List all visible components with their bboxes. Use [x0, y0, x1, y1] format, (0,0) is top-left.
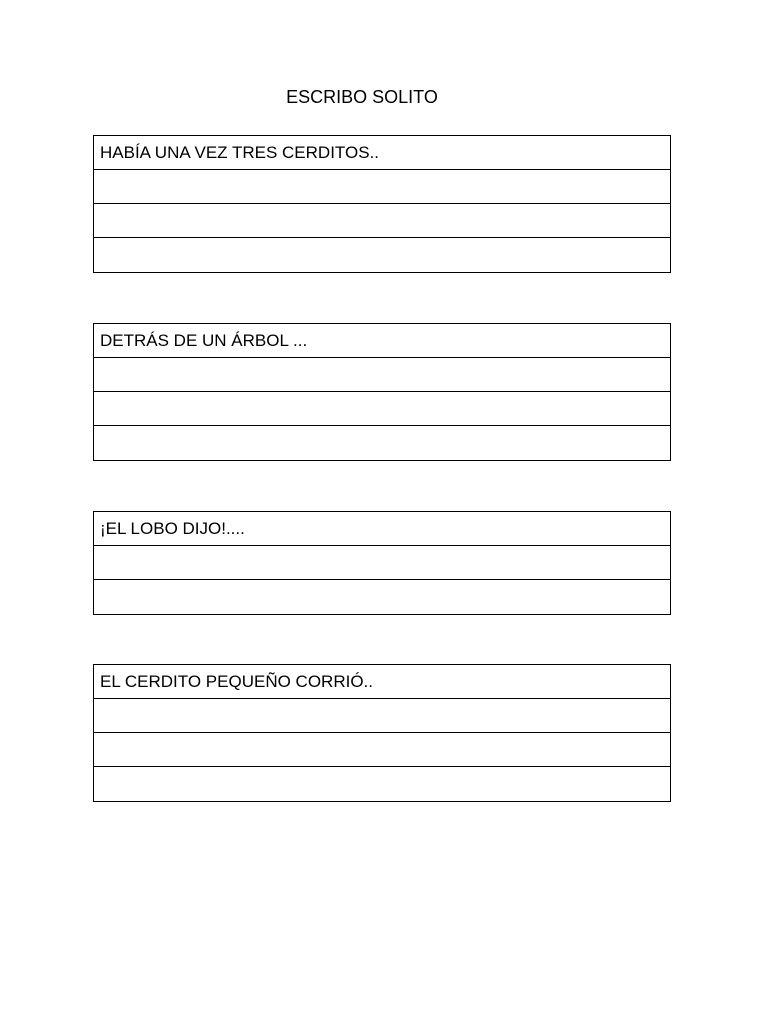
writing-line[interactable]	[94, 238, 670, 272]
writing-prompt: HABÍA UNA VEZ TRES CERDITOS..	[94, 136, 670, 170]
writing-box-1	[93, 135, 671, 273]
writing-prompt: EL CERDITO PEQUEÑO CORRIÓ..	[94, 665, 670, 699]
writing-prompt: DETRÁS DE UN ÁRBOL ...	[94, 324, 670, 358]
writing-line[interactable]	[94, 580, 670, 614]
writing-line[interactable]	[94, 426, 670, 460]
writing-line[interactable]	[94, 204, 670, 238]
writing-box-2	[93, 323, 671, 461]
writing-line[interactable]	[94, 392, 670, 426]
writing-box-4	[93, 664, 671, 802]
writing-line[interactable]	[94, 699, 670, 733]
writing-line[interactable]	[94, 546, 670, 580]
writing-line[interactable]	[94, 767, 670, 801]
page-title: ESCRIBO SOLITO	[286, 87, 438, 107]
writing-box-3	[93, 511, 671, 615]
writing-line[interactable]	[94, 170, 670, 204]
writing-prompt: ¡EL LOBO DIJO!....	[94, 512, 670, 546]
writing-line[interactable]	[94, 733, 670, 767]
writing-line[interactable]	[94, 358, 670, 392]
